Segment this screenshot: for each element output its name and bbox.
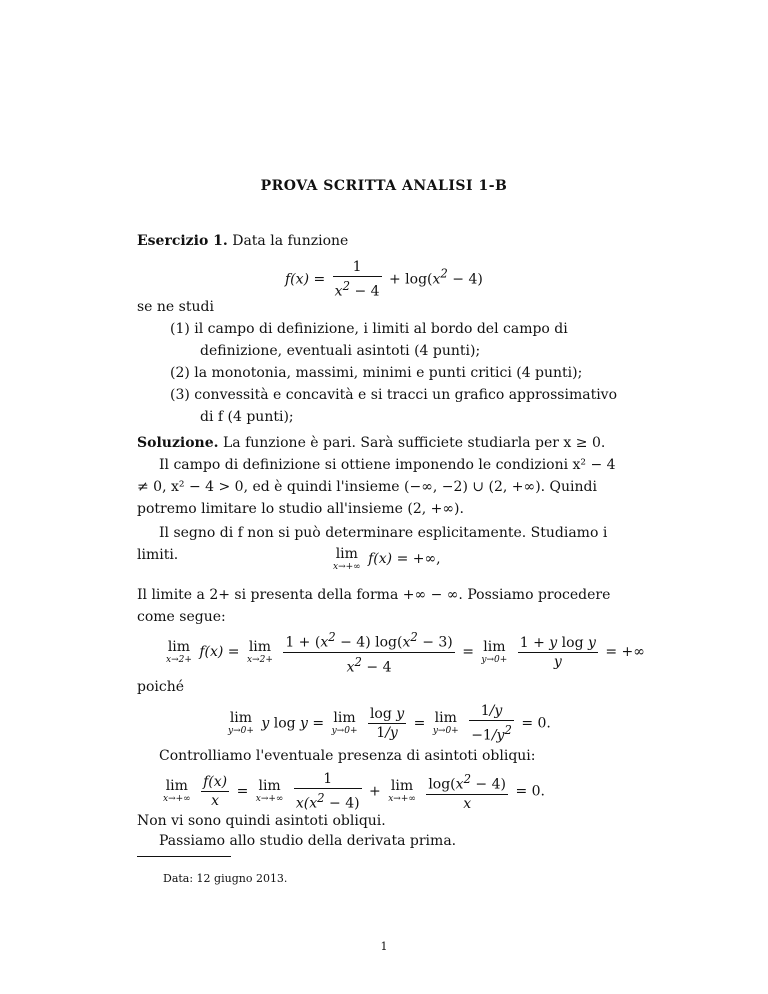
solution-p3: Il segno di f non si può determinare esplicitamente. Studiamo i limiti. <box>137 525 608 563</box>
limit-ylogy: lim y→0+ y log y = lim y→0+ $\frac{\text{log y}}{1/y}$ = lim y→0+ $\frac{1/y}{-1/y^2}$ = 0. <box>228 703 551 744</box>
limit-infinity: lim x→+∞ f(x) = +∞, <box>333 546 441 572</box>
solution-p2: Il campo di definizione si ottiene imponendo le condizioni x² − 4 ≠ 0, x² − 4 > 0, ed è quindi l'insieme (−∞, −2) ∪ (2, +∞). Quindi potremo limitare lo studio all'insieme (2, +∞). <box>137 457 616 517</box>
solution-label: Soluzione. <box>137 435 219 451</box>
limit-oblique: lim x→+∞ $\frac{f(x)}{x}$ = lim x→+∞ $\frac{1}{x(x^2 - 4)}$ + lim x→+∞ $\frac{\log(x^2 - 4)}{x}$ = 0. <box>163 771 545 812</box>
exercise-intro <box>137 230 631 252</box>
solution-p8: Passiamo allo studio della derivata prima. <box>159 833 457 849</box>
solution-p7: Non vi sono quindi asintoti obliqui. <box>137 813 386 829</box>
list-item: (3) convessità e concavità e si tracci un grafico approssimativo di f (4 punti); <box>170 387 618 425</box>
solution-p5: poiché <box>137 679 185 695</box>
page-number: 1 <box>380 940 388 953</box>
solution-p1: Soluzione. La funzione è pari. Sarà sufficiete studiarla per x ≥ 0. <box>137 435 606 451</box>
exercise-label: Esercizio 1. <box>137 233 228 249</box>
solution-p4: Il limite a 2+ si presenta della forma +∞ − ∞. Possiamo procedere come segue: <box>137 587 611 625</box>
exercise-items <box>170 318 630 428</box>
list-item: (2) la monotonia, massimi, minimi e punti critici (4 punti); <box>170 365 583 381</box>
exercise-intro-text: Data la funzione <box>232 233 349 249</box>
list-item: (1) il campo di definizione, i limiti al bordo del campo di definizione, eventuali asintoti (4 punti); <box>170 321 568 359</box>
page-title: PROVA SCRITTA ANALISI 1-B <box>260 178 508 194</box>
footnote: Data: 12 giugno 2013. <box>163 872 288 885</box>
exercise-after: se ne studi <box>137 299 214 315</box>
limit-two-plus: lim x→2+ f(x) = lim x→2+ $\frac{1 + (x^2 - 4) \log(x^2 - 3)}{x^2 - 4}$ = lim y→0+ $\frac{\text{1 + y log y}}{y}$ = +∞ <box>166 630 645 676</box>
solution-p6: Controlliamo l'eventuale presenza di asintoti obliqui: <box>159 748 536 764</box>
footnote-rule <box>137 856 231 857</box>
function-definition: f(x) = $\frac{1}{x^2 - 4}$ + $\log(x^2 - 4)$ <box>285 259 483 300</box>
